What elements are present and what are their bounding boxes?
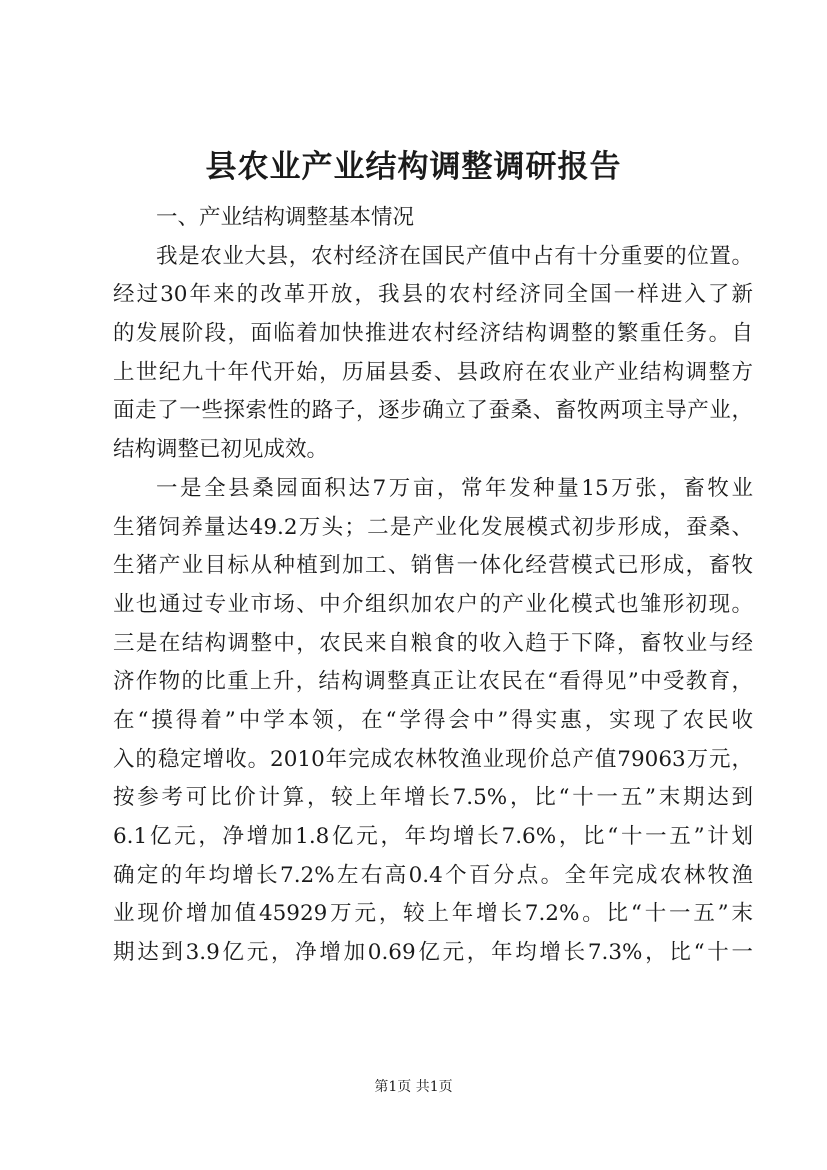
- paragraph-line: 的发展阶段，面临着加快推进农村经济结构调整的繁重任务。自: [113, 321, 753, 347]
- paragraph-line: 在“摸得着”中学本领，在“学得会中”得实惠，实现了农民收: [113, 707, 753, 733]
- paragraph-line: 面走了一些探索性的路子，逐步确立了蚕桑、畜牧两项主导产业，: [113, 398, 753, 424]
- paragraph-line: 生猪饲养量达49.2万头；二是产业化发展模式初步形成，蚕桑、: [113, 514, 753, 540]
- document-body: [113, 199, 753, 973]
- paragraph-line: 按参考可比价计算，较上年增长7.5%，比“十一五”末期达到: [113, 785, 753, 811]
- paragraph-line: 业也通过专业市场、中介组织加农户的产业化模式也雏形初现。: [113, 591, 753, 617]
- paragraph-line: 6.1亿元，净增加1.8亿元，年均增长7.6%，比“十一五”计划: [113, 824, 753, 849]
- paragraph-line: 期达到3.9亿元，净增加0.69亿元，年均增长7.3%，比“十一: [113, 940, 753, 966]
- paragraph-line: 确定的年均增长7.2%左右高0.4个百分点。全年完成农林牧渔: [113, 862, 753, 888]
- paragraph-line: 一是全县桑园面积达7万亩，常年发种量15万张，畜牧业: [156, 475, 753, 501]
- paragraph-line: 结构调整已初见成效。: [113, 437, 329, 463]
- paragraph-line: 生猪产业目标从种植到加工、销售一体化经营模式已形成，畜牧: [113, 553, 753, 579]
- paragraph-line: 济作物的比重上升，结构调整真正让农民在“看得见”中受教育，: [113, 669, 753, 695]
- paragraph-line: 上世纪九十年代开始，历届县委、县政府在农业产业结构调整方: [113, 359, 753, 385]
- paragraph-line: 我是农业大县，农村经济在国民产值中占有十分重要的位置。: [156, 243, 753, 269]
- section-heading: 一、产业结构调整基本情况: [156, 205, 415, 230]
- paragraph-line: 经过30年来的改革开放，我县的农村经济同全国一样进入了新: [113, 282, 753, 308]
- document-title: 县农业产业结构调整调研报告: [205, 149, 622, 185]
- paragraph-line: 业现价增加值45929万元，较上年增长7.2%。比“十一五”末: [113, 901, 753, 927]
- paragraph-line: 三是在结构调整中，农民来自粮食的收入趋于下降，畜牧业与经: [113, 630, 753, 656]
- paragraph-line: 入的稳定增收。2010年完成农林牧渔业现价总产值79063万元，: [113, 746, 753, 772]
- page-footer: 第1页 共1页: [374, 1079, 453, 1095]
